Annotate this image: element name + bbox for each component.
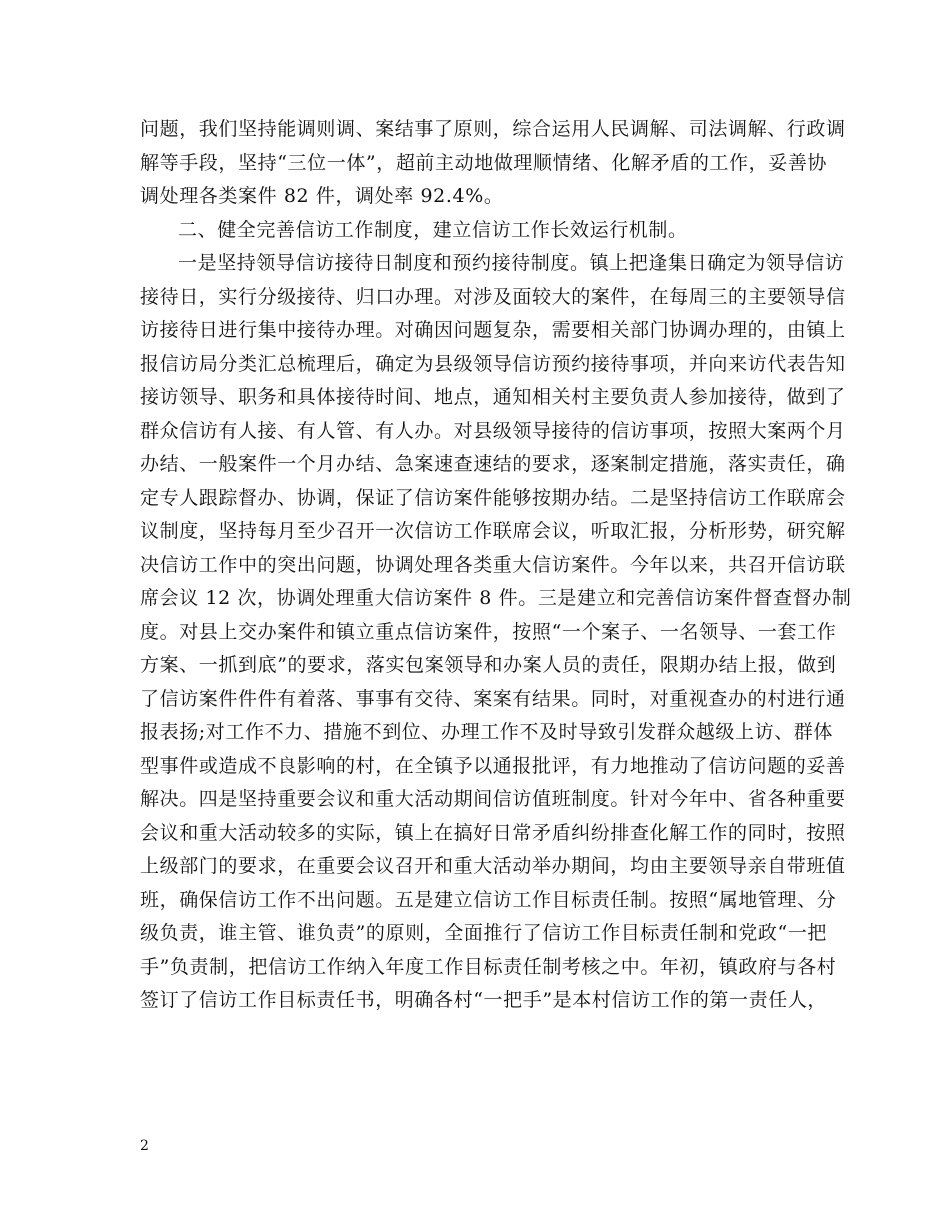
- text-line: 了信访案件件件有着落、事事有交待、案案有结果。同时，对重视查办的村进行通: [140, 687, 846, 710]
- body-text: [140, 113, 852, 1018]
- text-line: 办结、一般案件一个月办结、急案速查速结的要求，逐案制定措施，落实责任，确: [140, 453, 846, 475]
- section-heading: 二、健全完善信访工作制度，建立信访工作长效运行机制。: [178, 218, 688, 241]
- text-line: 签订了信访工作目标责任书，明确各村“一把手”是本村信访工作的第一责任人，: [140, 989, 828, 1011]
- text-line: 型事件或造成不良影响的村，在全镇予以通报批评，有力地推动了信访问题的妥善: [140, 754, 846, 777]
- text-line: 问题，我们坚持能调则调、案结事了原则，综合运用人民调解、司法调解、行政调: [140, 118, 846, 140]
- text-line: 定专人跟踪督办、协调，保证了信访案件能够按期办结。二是坚持信访工作联席会: [140, 486, 846, 509]
- text-line: 接访领导、职务和具体接待时间、地点，通知相关村主要负责人参加接待，做到了: [140, 386, 846, 408]
- text-line: 会议和重大活动较多的实际，镇上在搞好日常矛盾纠纷排查化解工作的同时，按照: [140, 821, 846, 844]
- text-line: 报表扬;对工作不力、措施不到位、办理工作不及时导致引发群众越级上访、群体: [140, 721, 834, 743]
- text-line: 级负责，谁主管、谁负责”的原则，全面推行了信访工作目标责任制和党政“一把: [140, 922, 828, 944]
- text-line: 上级部门的要求，在重要会议召开和重大活动举办期间，均由主要领导亲自带班值: [140, 855, 846, 877]
- page-number: 2: [140, 1138, 149, 1154]
- text-line: 议制度，坚持每月至少召开一次信访工作联席会议，听取汇报，分析形势，研究解: [140, 520, 846, 542]
- text-line: 访接待日进行集中接待办理。对确因问题复杂，需要相关部门协调办理的，由镇上: [140, 319, 846, 341]
- text-line: 群众信访有人接、有人管、有人办。对县级领导接待的信访事项，按照大案两个月: [140, 419, 846, 442]
- text-line: 决信访工作中的突出问题，协调处理各类重大信访案件。今年以来，共召开信访联: [140, 553, 846, 576]
- text-line: 调处理各类案件 82 件，调处率 92.4%。: [140, 185, 504, 207]
- text-line: 解决。四是坚持重要会议和重大活动期间信访值班制度。针对今年中、省各种重要: [140, 788, 846, 810]
- text-line: 度。对县上交办案件和镇立重点信访案件，按照“一个案子、一名领导、一套工作: [140, 620, 837, 643]
- text-line: 解等手段，坚持“三位一体”，超前主动地做理顺情绪、化解矛盾的工作，妥善协: [140, 151, 828, 174]
- text-line: 席会议 12 次，协调处理重大信访案件 8 件。三是建立和完善信访案件督查督办制: [140, 587, 852, 609]
- text-line: 班，确保信访工作不出问题。五是建立信访工作目标责任制。按照“属地管理、分: [140, 888, 837, 911]
- text-line: 手”负责制，把信访工作纳入年度工作目标责任制考核之中。年初，镇政府与各村: [140, 955, 837, 978]
- text-line: 方案、一抓到底”的要求，落实包案领导和办案人员的责任，限期办结上报，做到: [140, 654, 837, 676]
- text-line: 报信访局分类汇总梳理后，确定为县级领导信访预约接待事项，并向来访代表告知: [140, 352, 846, 375]
- text-line: 接待日，实行分级接待、归口办理。对涉及面较大的案件，在每周三的主要领导信: [140, 285, 846, 308]
- text-line: 一是坚持领导信访接待日制度和预约接待制度。镇上把逢集日确定为领导信访: [178, 252, 845, 274]
